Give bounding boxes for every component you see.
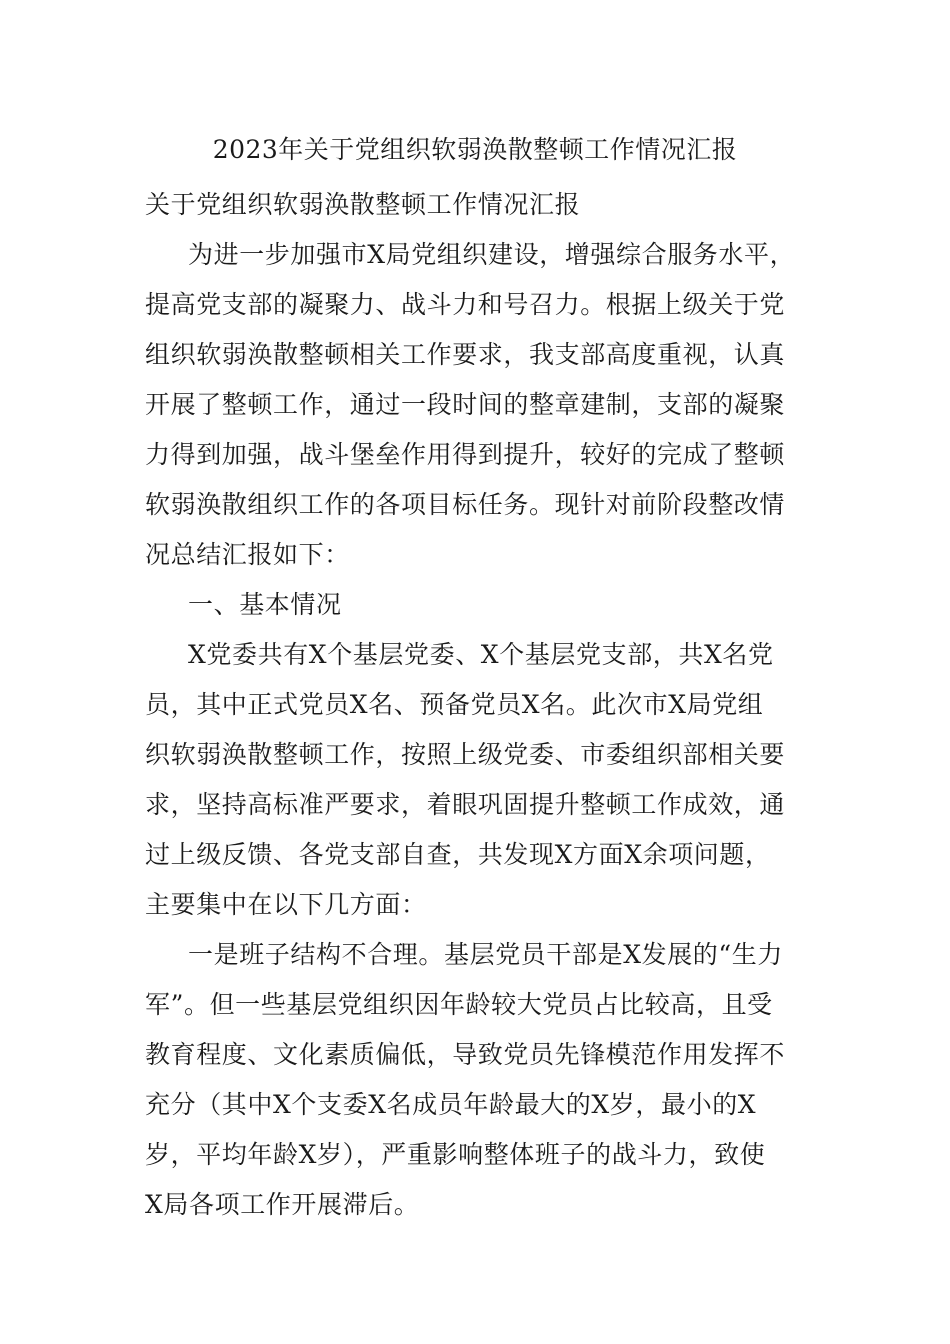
- document-title: 2023年关于党组织软弱涣散整顿工作情况汇报: [212, 135, 738, 164]
- document-line: 教育程度、文化素质偏低，导致党员先锋模范作用发挥不: [145, 1040, 786, 1069]
- document-line: 为进一步加强市X局党组织建设，增强综合服务水平，: [188, 240, 796, 269]
- document-line: 过上级反馈、各党支部自查，共发现X方面X余项问题，: [145, 840, 771, 869]
- document-line: 软弱涣散组织工作的各项目标任务。现针对前阶段整改情: [145, 490, 786, 519]
- document-line: 主要集中在以下几方面：: [145, 890, 427, 919]
- document-line: 况总结汇报如下：: [145, 540, 350, 569]
- document-line: 求，坚持高标准严要求，着眼巩固提升整顿工作成效，通: [145, 790, 786, 819]
- document-line: 织软弱涣散整顿工作，按照上级党委、市委组织部相关要: [145, 740, 786, 769]
- document-line: 开展了整顿工作，通过一段时间的整章建制，支部的凝聚: [145, 390, 786, 419]
- document-line: 军”。但一些基层党组织因年龄较大党员占比较高，且受: [145, 990, 773, 1019]
- document-line: X局各项工作开展滞后。: [145, 1190, 420, 1219]
- document-line: 提高党支部的凝聚力、战斗力和号召力。根据上级关于党: [145, 290, 786, 319]
- document-line: 力得到加强，战斗堡垒作用得到提升，较好的完成了整顿: [145, 440, 786, 469]
- document-line: X党委共有X个基层党委、X个基层党支部，共X名党: [188, 640, 774, 669]
- document-line: 充分（其中X个支委X名成员年龄最大的X岁，最小的X: [145, 1090, 757, 1119]
- document-line: 员，其中正式党员X名、预备党员X名。此次市X局党组: [145, 690, 764, 719]
- document-body: [145, 180, 815, 1230]
- document-line: 一、基本情况: [188, 590, 342, 619]
- document-line: 岁，平均年龄X岁），严重影响整体班子的战斗力，致使: [145, 1140, 766, 1169]
- document-line: 关于党组织软弱涣散整顿工作情况汇报: [145, 190, 581, 219]
- document-line: 一是班子结构不合理。基层党员干部是X发展的“生力: [188, 940, 783, 969]
- document-line: 组织软弱涣散整顿相关工作要求，我支部高度重视，认真: [145, 340, 786, 369]
